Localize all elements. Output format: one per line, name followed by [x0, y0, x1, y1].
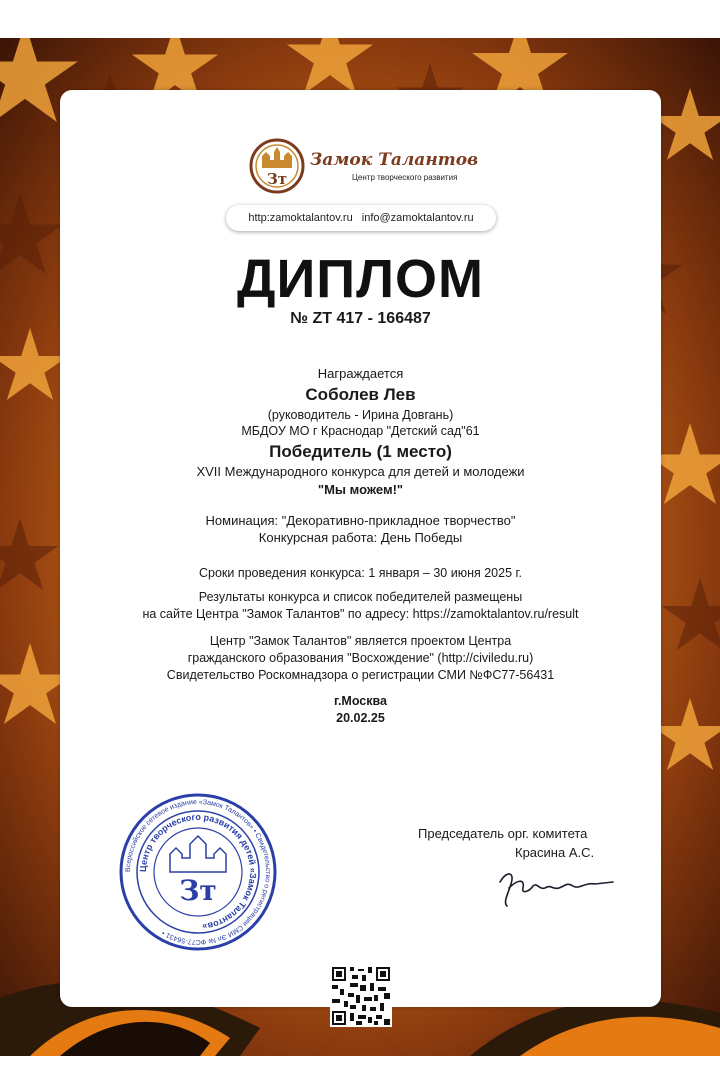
round-seal-icon [118, 792, 278, 952]
contest: XVII Международного конкурса для детей и молодежи [196, 464, 525, 479]
info-line-1: Центр "Замок Талантов" является проектом Центра [209, 634, 512, 648]
awarded-label: Награждается [317, 366, 404, 381]
svg-text:Зт: Зт [266, 170, 288, 188]
logo-subtitle: Центр творческого развития [352, 173, 458, 182]
svg-text:Зт: Зт [179, 874, 217, 907]
issue-date: 20.02.25 [336, 711, 385, 725]
info-line-2: гражданского образования "Восхождение" (http://civiledu.ru) [187, 651, 534, 665]
svg-text:Всероссийское сетевое издание: Всероссийское сетевое издание «Замок Талантов» • Свидетельство о регистрации СМИ Эл № ФС77-56431 • [124, 798, 272, 946]
qr-code-icon[interactable] [330, 965, 392, 1027]
handwritten-signature [495, 862, 615, 910]
supervisor: (руководитель - Ирина Довгань) [267, 408, 454, 422]
contact-links [226, 205, 496, 231]
work: Конкурсная работа: День Победы [258, 530, 463, 545]
diploma-title: ДИПЛОМ [237, 249, 484, 309]
svg-text:Центр творческого развития дет: Центр творческого развития детей «Замок Талантов» [137, 811, 259, 932]
recipient-name: Соболев Лев [305, 385, 416, 404]
diploma-number: № ZT 417 - 166487 [290, 310, 431, 327]
logo [248, 138, 478, 194]
results-line-2: на сайте Центра "Замок Талантов" по адресу: https://zamoktalantov.ru/result [142, 607, 579, 621]
place: Победитель (1 место) [269, 442, 452, 461]
contest-name: "Мы можем!" [317, 482, 404, 497]
institution: МБДОУ МО г Краснодар "Детский сад"61 [241, 424, 480, 438]
site-link[interactable]: http:zamoktalantov.ru [248, 212, 353, 224]
info-line-3: Свидетельство Роскомнадзора о регистрации СМИ №ФС77-56431 [166, 668, 555, 682]
castle-emblem-icon [248, 138, 306, 194]
signer-name: Красина А.С. [515, 845, 595, 860]
email-link[interactable]: info@zamoktalantov.ru [361, 212, 474, 224]
results-line-1: Результаты конкурса и список победителей размещены [198, 590, 523, 604]
city: г.Москва [334, 694, 387, 708]
signer-role: Председатель орг. комитета [418, 826, 588, 841]
logo-title: Замок Талантов [310, 150, 479, 170]
nomination: Номинация: "Декоративно-прикладное творчество" [205, 513, 516, 528]
contest-dates: Сроки проведения конкурса: 1 января – 30 июня 2025 г. [198, 566, 523, 580]
